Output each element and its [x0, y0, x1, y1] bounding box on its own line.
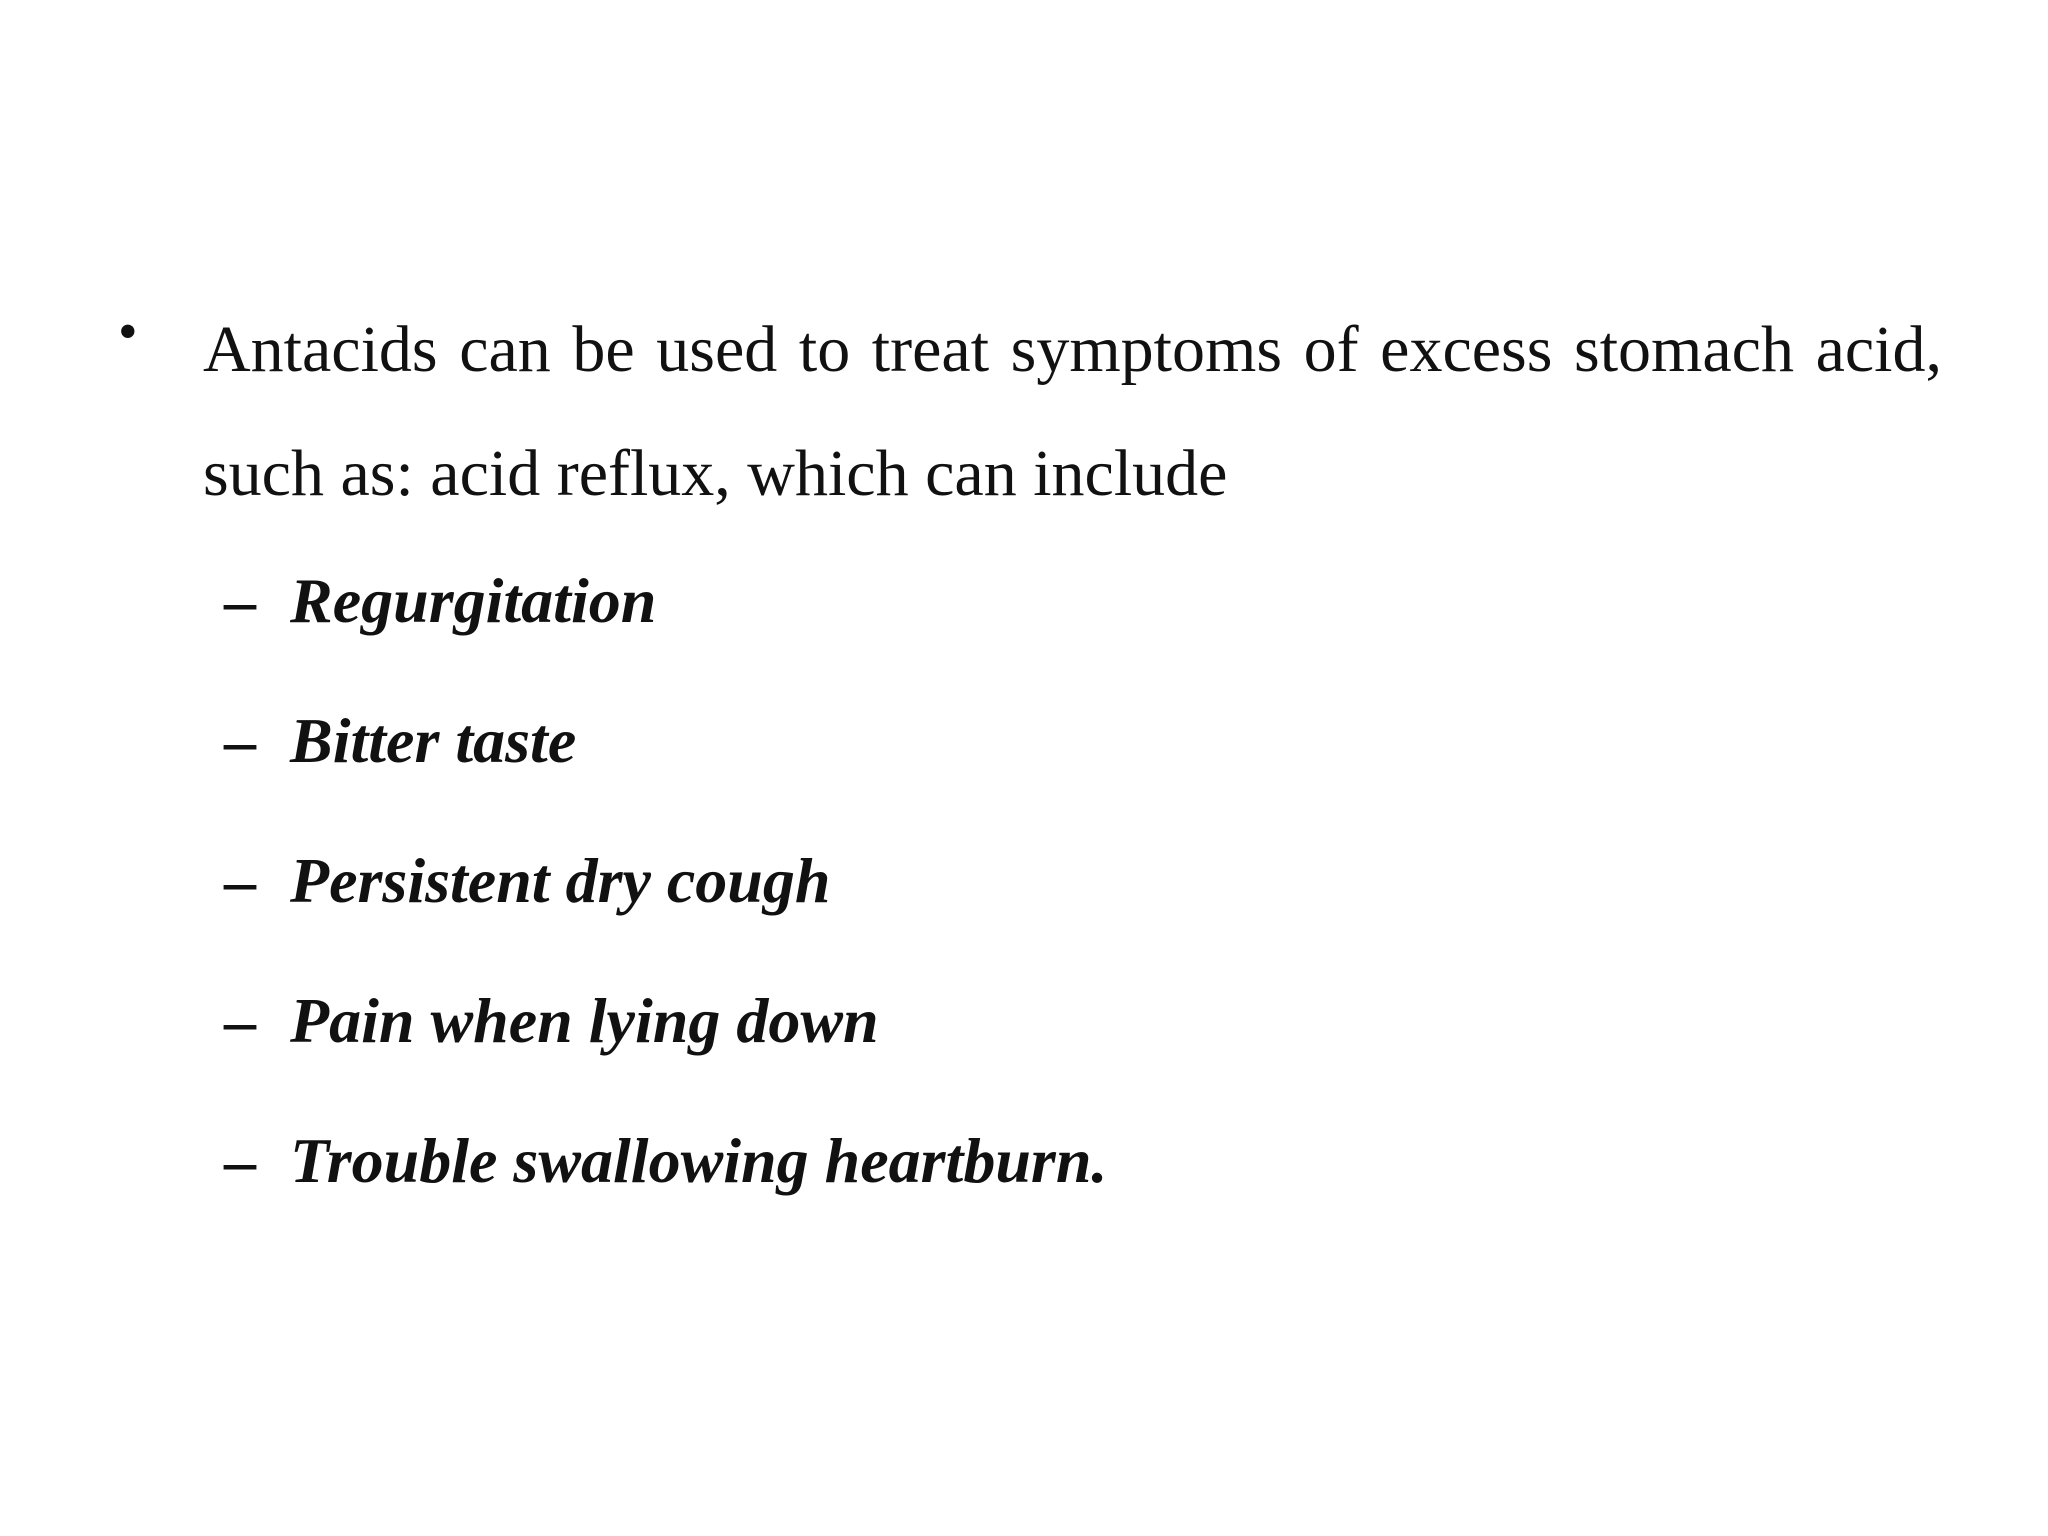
- main-bullet-text: Antacids can be used to treat symptoms of excess stomach acid, such as: acid reflux, which can include: [203, 313, 1942, 510]
- dash-icon: –: [224, 565, 256, 636]
- bullet-dot-icon: •: [118, 301, 138, 363]
- list-item-label: Pain when lying down: [290, 985, 879, 1056]
- dash-icon: –: [224, 985, 256, 1056]
- list-item-label: Regurgitation: [290, 565, 657, 636]
- dash-icon: –: [224, 845, 256, 916]
- list-item-label: Bitter taste: [290, 705, 577, 776]
- list-item-label: Trouble swallowing heartburn.: [290, 1125, 1108, 1196]
- dash-icon: –: [224, 1125, 256, 1196]
- list-item-label: Persistent dry cough: [290, 845, 831, 916]
- dash-icon: –: [224, 705, 256, 776]
